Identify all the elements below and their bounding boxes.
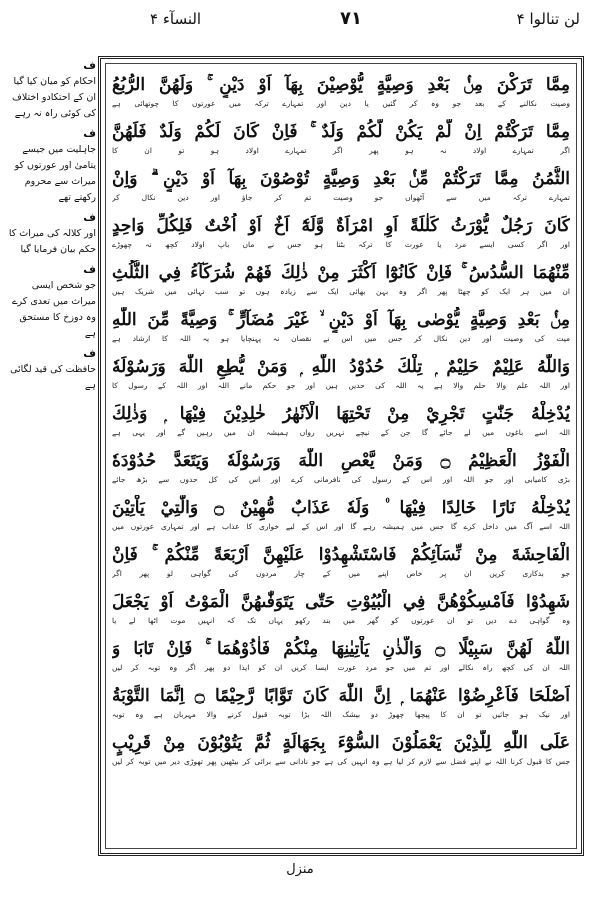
page-number: ۷۱ <box>340 8 362 29</box>
urdu-translation: اللہ اسے باغوں میں لے جائے گا جن کے نیچے نہریں رواں ہمیشہ ان میں رہیں گے اور یہی ہے <box>112 428 570 437</box>
note-text: اور کلالہ کی میراث کا حکم بیان فرمایا گیا <box>8 228 96 255</box>
commentary-sidebar <box>8 58 96 848</box>
urdu-translation: اور نیک ہو جائیں تو ان کا پیچھا چھوڑ دو بیشک اللہ بڑا توبہ قبول کرنے والا مہربان ہے وہ توبہ <box>112 710 570 719</box>
arabic-text: شَهِدُوْا فَاَمْسِكُوْهُنَّ فِي الْبُيُوْتِ حَتّٰى يَتَوَفّٰىهُنَّ الْمَوْتُ اَوْ يَجْعَلَ <box>112 592 570 612</box>
verse-line <box>112 542 570 589</box>
urdu-translation: اور اللہ علم والا حلم والا ہے یہ اللہ کی حدیں ہیں اور جو حکم مانے اللہ اور اللہ کے رسول کا <box>112 381 570 390</box>
verse-line <box>112 636 570 683</box>
arabic-text: عَلَى اللّٰهِ لِلَّذِيْنَ يَعْمَلُوْنَ السُّوْٓءَ بِجَهَالَةٍ ثُمَّ يَتُوْبُوْنَ مِنْ قَرِيْبٍ <box>112 733 570 753</box>
note-text: حافظت کی قید لگائی ہے <box>10 364 96 391</box>
note-marker: ف <box>83 127 96 140</box>
verse-line <box>112 260 570 307</box>
page-footer: منزل <box>286 862 314 877</box>
arabic-text: مِّنْهُمَا السُّدُسُ ۚ فَاِنْ كَانُوْٓا اَكْثَرَ مِنْ ذٰلِكَ فَهُمْ شُرَكَآءُ فِي الثُّلُثِ <box>112 263 570 283</box>
commentary-note <box>8 126 96 206</box>
quran-text-block <box>112 72 570 840</box>
arabic-text: الْفَوْزُ الْعَظِيْمُ ۝ وَمَنْ يَّعْصِ اللّٰهَ وَرَسُوْلَهٗ وَيَتَعَدَّ حُدُوْدَهٗ <box>112 451 570 471</box>
verse-line <box>112 730 570 777</box>
verse-line <box>112 401 570 448</box>
note-text: جو شخص ایسی میراث میں تعدی کرے وہ دوزخ کا مستحق ہے <box>11 280 96 339</box>
commentary-note <box>8 346 96 394</box>
juz-name: لن تنالوا ۴ <box>516 10 580 28</box>
arabic-text: مِمَّا تَرَكْتُمْ اِنْ لَّمْ يَكُنْ لَّكُمْ وَلَدٌ ۚ فَاِنْ كَانَ لَكُمْ وَلَدٌ فَلَهُنَّ <box>112 122 570 142</box>
arabic-text: يُدْخِلْهُ جَنّٰتٍ تَجْرِيْ مِنْ تَحْتِهَا الْاَنْهٰرُ خٰلِدِيْنَ فِيْهَا ۭ وَذٰلِكَ <box>112 404 570 424</box>
arabic-text: مِنْۢ بَعْدِ وَصِيَّةٍ يُّوْصٰى بِهَآ اَوْ دَيْنٍ ۙ غَيْرَ مُضَآرٍّ ۚ وَصِيَّةً مِّنَ اللّٰهِ <box>112 310 570 330</box>
urdu-translation: جو بدکاری کریں ان پر خاص اپنے میں کے چار مردوں کی گواہی لو پھر اگر <box>112 569 570 578</box>
urdu-translation: تمہارے ترکہ میں سے آٹھواں جو وصیت تم کر جاؤ اور دین نکال کر <box>112 193 570 202</box>
surah-name: النسآء ۴ <box>150 10 202 28</box>
note-marker: ف <box>83 59 96 72</box>
verse-line <box>112 307 570 354</box>
verse-line <box>112 166 570 213</box>
text-frame <box>98 56 584 856</box>
verse-line <box>112 683 570 730</box>
verse-line <box>112 119 570 166</box>
urdu-translation: وہ گواہی دے دیں تو ان عورتوں کو گھر میں بند رکھو یہاں تک کہ انہیں موت اٹھا لے یا <box>112 616 570 625</box>
verse-line <box>112 495 570 542</box>
verse-line <box>112 589 570 636</box>
verse-line <box>112 213 570 260</box>
urdu-translation: اور اگر کسی ایسے مرد یا عورت کا ترکہ بٹتا ہو جس نے ماں باپ اولاد کچھ نہ چھوڑے <box>112 240 570 249</box>
verse-line <box>112 354 570 401</box>
commentary-note <box>8 58 96 122</box>
urdu-translation: بڑی کامیابی اور جو اللہ اور اس کے رسول کی نافرمانی کرے اور اس کی کل حدوں سے بڑھ جائے <box>112 475 570 484</box>
text-frame-inner <box>105 63 577 849</box>
arabic-text: كَانَ رَجُلٌ يُّوْرَثُ كَلٰلَةً اَوِ امْرَاَةٌ وَّلَهٗٓ اَخٌ اَوْ اُخْتٌ فَلِكُلِّ وَاحِدٍ <box>112 216 570 236</box>
note-marker: ف <box>83 211 96 224</box>
arabic-text: الثُّمُنُ مِمَّا تَرَكْتُمْ مِّنْۢ بَعْدِ وَصِيَّةٍ تُوْصُوْنَ بِهَآ اَوْ دَيْنٍ ۗ وَاِنْ <box>112 169 570 189</box>
commentary-note <box>8 210 96 258</box>
page-header <box>0 0 600 40</box>
note-marker: ف <box>83 263 96 276</box>
urdu-translation: وصیت نکالنے کے بعد جو وہ کر گئیں یا دین اور تمہارے ترکہ میں عورتوں کا چوتھائی ہے <box>112 99 570 108</box>
arabic-text: اَصْلَحَا فَاَعْرِضُوْا عَنْهُمَا ۭ اِنَّ اللّٰهَ كَانَ تَوَّابًا رَّحِيْمًا ۝ اِنَّمَا التَّوْبَةُ <box>112 686 570 706</box>
urdu-translation: ان میں ہر ایک کو چھٹا پھر اگر وہ بہن بھائی ایک سے زیادہ ہوں تو سب تہائی میں شریک ہیں <box>112 287 570 296</box>
verse-line <box>112 72 570 119</box>
note-text: احکام کو میان کیا گیا ان کے احتکادو اختلاف کی کوئی راہ نہ رہے <box>12 76 96 119</box>
arabic-text: يُدْخِلْهُ نَارًا خَالِدًا فِيْهَا ۠ وَلَهٗ عَذَابٌ مُّهِيْنٌ ۝ وَالّٰتِيْ يَاْتِيْنَ <box>112 498 570 518</box>
note-marker: ف <box>83 347 96 360</box>
urdu-translation: اللہ اسے آگ میں داخل کرے گا جس میں ہمیشہ رہے گا اور اس کے لیے خواری کا عذاب ہے اور تمہاری عورتوں میں <box>112 522 570 531</box>
arabic-text: اللّٰهُ لَهُنَّ سَبِيْلًا ۝ وَالَّذٰنِ يَاْتِيٰنِهَا مِنْكُمْ فَاٰذُوْهُمَا ۚ فَاِنْ تَابَا وَ <box>112 639 570 659</box>
urdu-translation: جس کا قبول کرنا اللہ نے اپنے فضل سے لازم کر لیا ہے وہ انہیں کی ہے جو نادانی سے برائی کر بیٹھیں پھر تھوڑی دیر میں توبہ کر لیں <box>112 757 570 766</box>
arabic-text: الْفَاحِشَةَ مِنْ نِّسَآئِكُمْ فَاسْتَشْهِدُوْا عَلَيْهِنَّ اَرْبَعَةً مِّنْكُمْ ۚ فَاِنْ <box>112 545 570 565</box>
verse-line <box>112 448 570 495</box>
commentary-note <box>8 262 96 342</box>
urdu-translation: اللہ ان کی کچھ راہ نکالے اور تم میں جو مرد عورت ایسا کریں ان کو ایذا دو پھر اگر وہ توبہ کر لیں <box>112 663 570 672</box>
note-text: جاہلیت میں جیسے یتامیٰ اور عورتوں کو میراث سے محروم رکھتے تھے <box>14 144 96 203</box>
arabic-text: وَاللّٰهُ عَلِيْمٌ حَلِيْمٌ ۭ تِلْكَ حُدُوْدُ اللّٰهِ ۭ وَمَنْ يُّطِعِ اللّٰهَ وَرَسُوْلَهٗ <box>112 357 570 377</box>
arabic-text: مِمَّا تَرَكْنَ مِنْۢ بَعْدِ وَصِيَّةٍ يُّوْصِيْنَ بِهَآ اَوْ دَيْنٍ ۚ وَلَهُنَّ الرُّبُعُ <box>112 75 570 95</box>
urdu-translation: میت کی وصیت اور دین نکال کر جس میں اس نے نقصان نہ پہنچایا ہو یہ اللہ کا ارشاد ہے <box>112 334 570 343</box>
urdu-translation: اگر تمہارے اولاد نہ ہو پھر اگر تمہارے اولاد ہو تو ان کا <box>112 146 570 155</box>
